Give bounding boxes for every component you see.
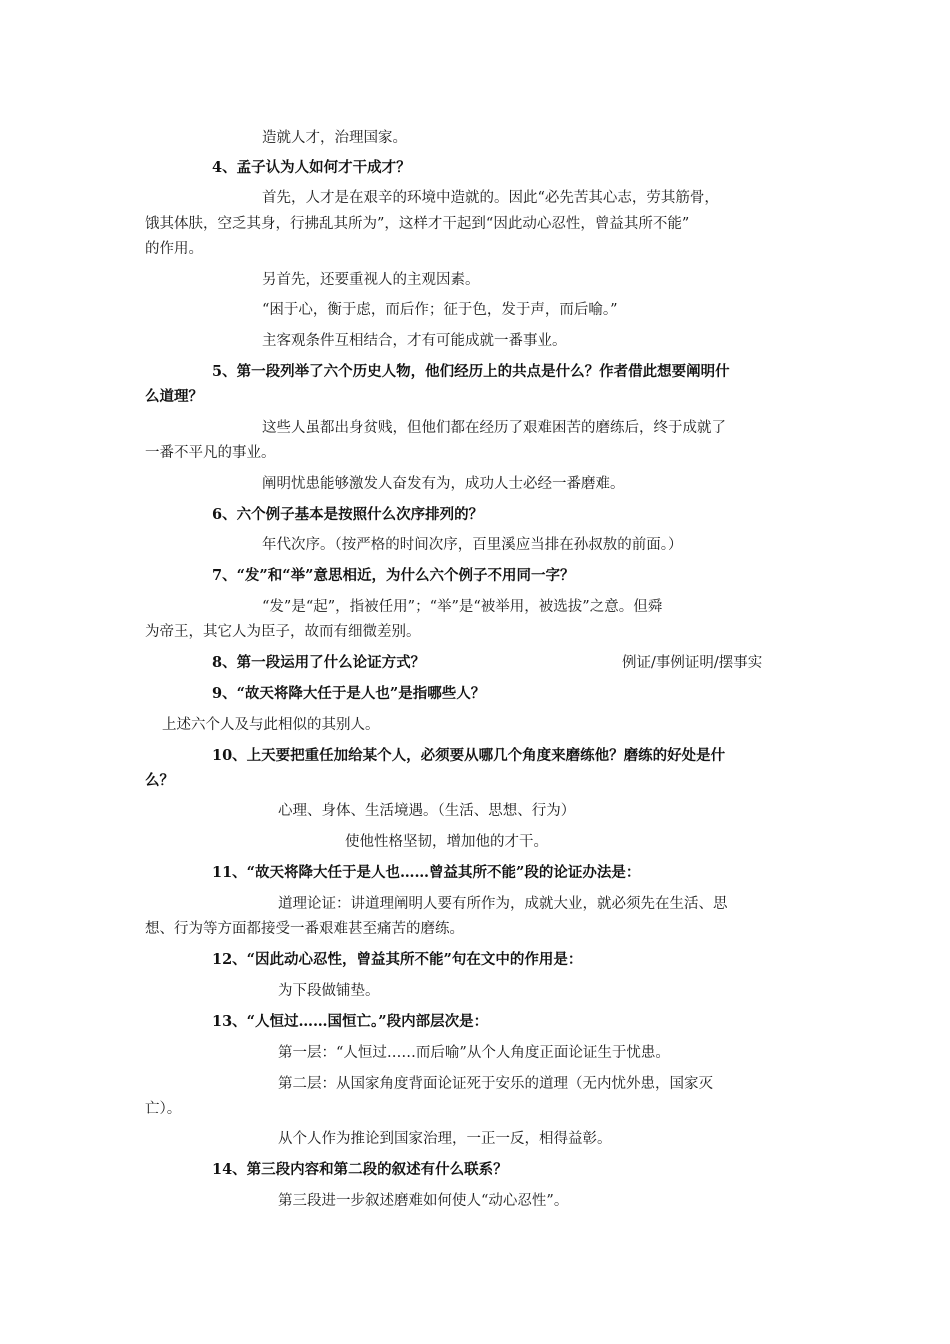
answer-line: 第三段进一步叙述磨难如何使人“动心忍性”。 — [278, 1193, 569, 1209]
question-6: 6、六个例子基本是按照什么次序排列的？ — [212, 506, 484, 523]
question-7: 7、“发”和“举”意思相近，为什么六个例子不用同一字？ — [212, 567, 575, 584]
answer-line: 上述六个人及与此相似的其别人。 — [162, 717, 380, 733]
question-13: 13、“人恒过……国恒亡。”段内部层次是： — [212, 1013, 489, 1030]
question-10-cont: 么？ — [145, 772, 174, 789]
question-12: 12、“因此动心忍性，曾益其所不能”句在文中的作用是： — [212, 951, 583, 968]
question-11: 11、“故天将降大任于是人也……曾益其所不能”段的论证办法是： — [212, 864, 641, 881]
answer-line: “困于心，衡于虑，而后作；征于色，发于声，而后喻。” — [262, 302, 618, 318]
question-5-cont: 么道理？ — [145, 388, 203, 405]
answer-line: 例证/事例证明/摆事实 — [622, 655, 763, 671]
question-8: 8、第一段运用了什么论证方式？ — [212, 654, 426, 671]
answer-line: 的作用。 — [145, 241, 203, 257]
answer-line: 阐明忧患能够激发人奋发有为，成功人士必经一番磨难。 — [262, 476, 625, 492]
answer-line: 第一层：“人恒过……而后喻”从个人角度正面论证生于忧患。 — [278, 1045, 670, 1061]
answer-line: 想、行为等方面都接受一番艰难甚至痛苦的磨练。 — [145, 921, 464, 937]
answer-line: 主客观条件互相结合，才有可能成就一番事业。 — [262, 333, 567, 349]
answer-line: 造就人才，治理国家。 — [262, 130, 407, 146]
question-10: 10、上天要把重任加给某个人，必须要从哪几个角度来磨练他？磨练的好处是什 — [212, 747, 726, 764]
answer-line: 饿其体肤，空乏其身，行拂乱其所为”，这样才干起到“因此动心忍性，曾益其所不能” — [145, 216, 690, 232]
answer-line: 这些人虽都出身贫贱，但他们都在经历了艰难困苦的磨练后，终于成就了 — [262, 420, 726, 436]
question-14: 14、第三段内容和第二段的叙述有什么联系？ — [212, 1161, 508, 1178]
answer-line: 为帝王，其它人为臣子，故而有细微差别。 — [145, 624, 421, 640]
question-9: 9、“故天将降大任于是人也”是指哪些人？ — [212, 685, 486, 702]
answer-line: 第二层：从国家角度背面论证死于安乐的道理（无内忧外患，国家灭 — [278, 1076, 713, 1092]
question-5: 5、第一段列举了六个历史人物，他们经历上的共点是什么？作者借此想要阐明什 — [212, 363, 730, 380]
answer-line: 道理论证：讲道理阐明人要有所作为，成就大业，就必须先在生活、思 — [278, 896, 728, 912]
answer-line: 首先，人才是在艰辛的环境中造就的。因此“必先苦其心志，劳其筋骨， — [262, 190, 719, 206]
question-4: 4、孟子认为人如何才干成才？ — [212, 159, 411, 176]
answer-line: “发”是“起”，指被任用”；“举”是“被举用，被选拔”之意。但舜 — [262, 599, 663, 615]
answer-line: 心理、身体、生活境遇。（生活、思想、行为） — [278, 803, 576, 819]
answer-line: 从个人作为推论到国家治理，一正一反，相得益彰。 — [278, 1131, 612, 1147]
answer-line: 为下段做铺垫。 — [278, 983, 380, 999]
answer-line: 一番不平凡的事业。 — [145, 445, 276, 461]
answer-line: 亡）。 — [145, 1101, 182, 1117]
answer-line: 另首先，还要重视人的主观因素。 — [262, 272, 480, 288]
answer-line: 使他性格坚韧，增加他的才干。 — [345, 834, 548, 850]
answer-line: 年代次序。（按严格的时间次序，百里溪应当排在孙叔敖的前面。） — [262, 537, 683, 553]
